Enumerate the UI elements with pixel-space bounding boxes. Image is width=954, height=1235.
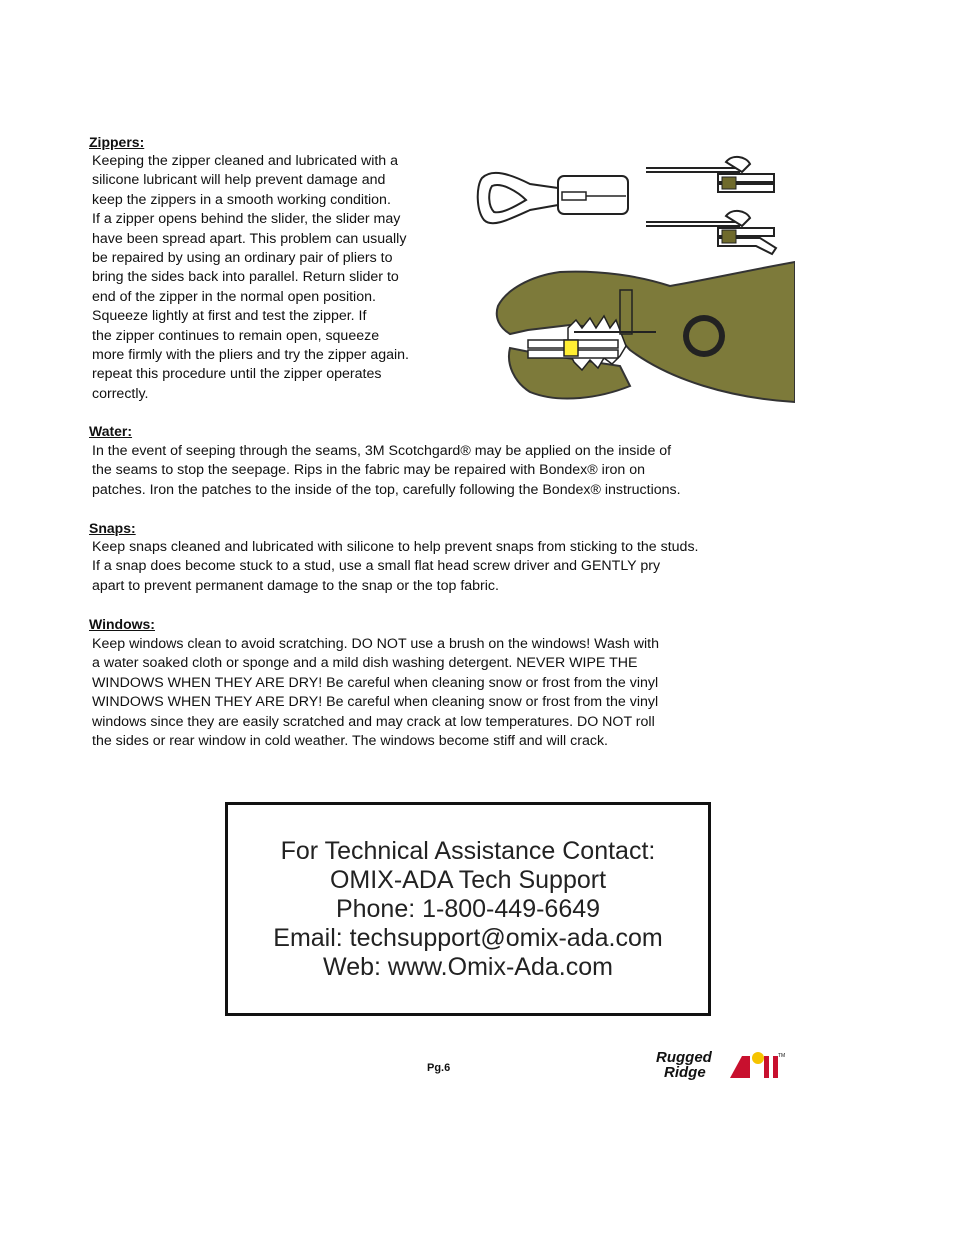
contact-email: Email: techsupport@omix-ada.com [273,924,663,952]
zippers-heading: Zippers: [89,134,145,150]
contact-title: For Technical Assistance Contact: [280,837,656,865]
snaps-paragraph: Keep snaps cleaned and lubricated with silicone to help prevent snaps from sticking to the studs. If a snap does become stuck to a stud, use a small flat head screw driver and GENTLY pry apart to prevent permanent damage to the snap or the top fabric. [92,539,699,594]
zipper-repair-illustration [470,150,795,410]
pliers-icon [497,262,795,402]
rugged-ridge-logo [654,1048,786,1080]
page-number: Pg.6 [427,1062,451,1074]
contact-phone: Phone: 1-800-449-6649 [335,895,601,923]
svg-text:Rugged: Rugged [656,1049,712,1066]
contact-company: OMIX-ADA Tech Support [329,866,607,894]
svg-text:Ridge: Ridge [664,1064,706,1080]
zippers-paragraph: Keeping the zipper cleaned and lubricated with a silicone lubricant will help prevent damage and keep the zippers in a smooth working condition. If a zipper opens behind the slider, the slider may have been spread apart. This problem can usually be repaired by using an ordinary pair of pliers to bring the sides back into parallel. Return slider to end of the zipper in the normal open position. Squeeze lightly at first and test the zipper. If the zipper continues to remain open, squeeze more firmly with the pliers and try the zipper again. repeat this procedure until the zipper operates correctly. [92,153,409,402]
svg-text:TM: TM [778,1053,786,1059]
water-paragraph: In the event of seeping through the seams, 3M Scotchgard® may be applied on the inside of the seams to stop the seepage. Rips in the fabric may be repaired with Bondex® iron on patches. Iron the patches to the inside of the top, carefully following the Bondex® instructions. [92,443,681,498]
windows-paragraph: Keep windows clean to avoid scratching. DO NOT use a brush on the windows! Wash with a water soaked cloth or sponge and a mild dish washing detergent. NEVER WIPE THE WINDOWS WHEN THEY ARE DRY! Be careful when cleaning snow or frost from the vinyl WINDOWS WHEN THEY ARE DRY! Be careful when cleaning snow or frost from the vinyl windows since they are easily scratched and may crack at low temperatures. DO NOT roll the sides or rear window in cold weather. The windows become stiff and will crack. [92,636,659,750]
water-heading: Water: [89,423,133,439]
zipper-slider-spread-icon [646,211,776,254]
zipper-pull-icon [478,173,628,223]
contact-web: Web: www.Omix-Ada.com [323,953,613,981]
windows-heading: Windows: [89,616,155,632]
tech-support-contact-box [225,802,711,1016]
zipper-slider-icon [646,157,774,192]
snaps-heading: Snaps: [89,520,136,536]
